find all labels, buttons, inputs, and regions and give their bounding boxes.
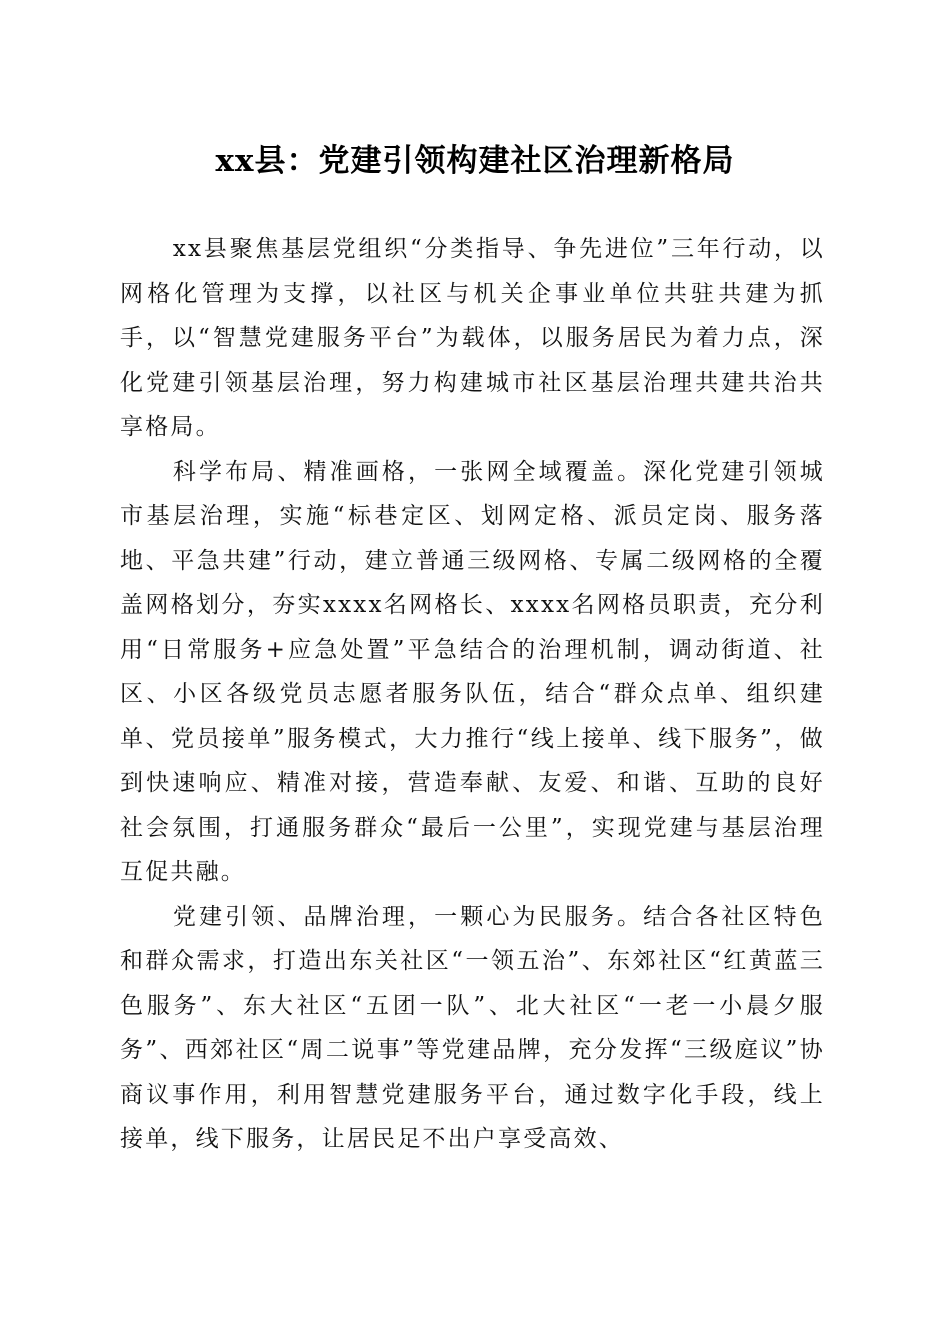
paragraph-brand-governance: 党建引领、品牌治理，一颗心为民服务。结合各社区特色和群众需求，打造出东关社区“一领五治”、东郊社区“红黄蓝三色服务”、东大社区“五团一队”、北大社区“一老一小晨夕服务”、西郊社区“周二说事”等党建品牌，充分发挥“三级庭议”协商议事作用，利用智慧党建服务平台，通过数字化手段，线上接单，线下服务，让居民足不出户享受高效、: [120, 903, 825, 1152]
paragraph-grid-coverage: 科学布局、精准画格，一张网全域覆盖。深化党建引领城市基层治理，实施“标巷定区、划网定格、派员定岗、服务落地、平急共建”行动，建立普通三级网格、专属二级网格的全覆盖网格划分，夯实xxxx名网格长、xxxx名网格员职责，充分利用“日常服务+应急处置”平急结合的治理机制，调动街道、社区、小区各级党员志愿者服务队伍，结合“群众点单、组织建单、党员接单”服务模式，大力推行“线上接单、线下服务”，做到快速响应、精准对接，营造奉献、友爱、和谐、互助的良好社会氛围，打通服务群众“最后一公里”，实现党建与基层治理互促共融。: [120, 458, 825, 885]
document-title: xx县：党建引领构建社区治理新格局: [215, 143, 735, 179]
paragraph-intro: xx县聚焦基层党组织“分类指导、争先进位”三年行动，以网格化管理为支撑，以社区与机关企事业单位共驻共建为抓手，以“智慧党建服务平台”为载体，以服务居民为着力点，深化党建引领基层治理，努力构建城市社区基层治理共建共治共享格局。: [120, 236, 825, 440]
document-body: [120, 227, 825, 1162]
